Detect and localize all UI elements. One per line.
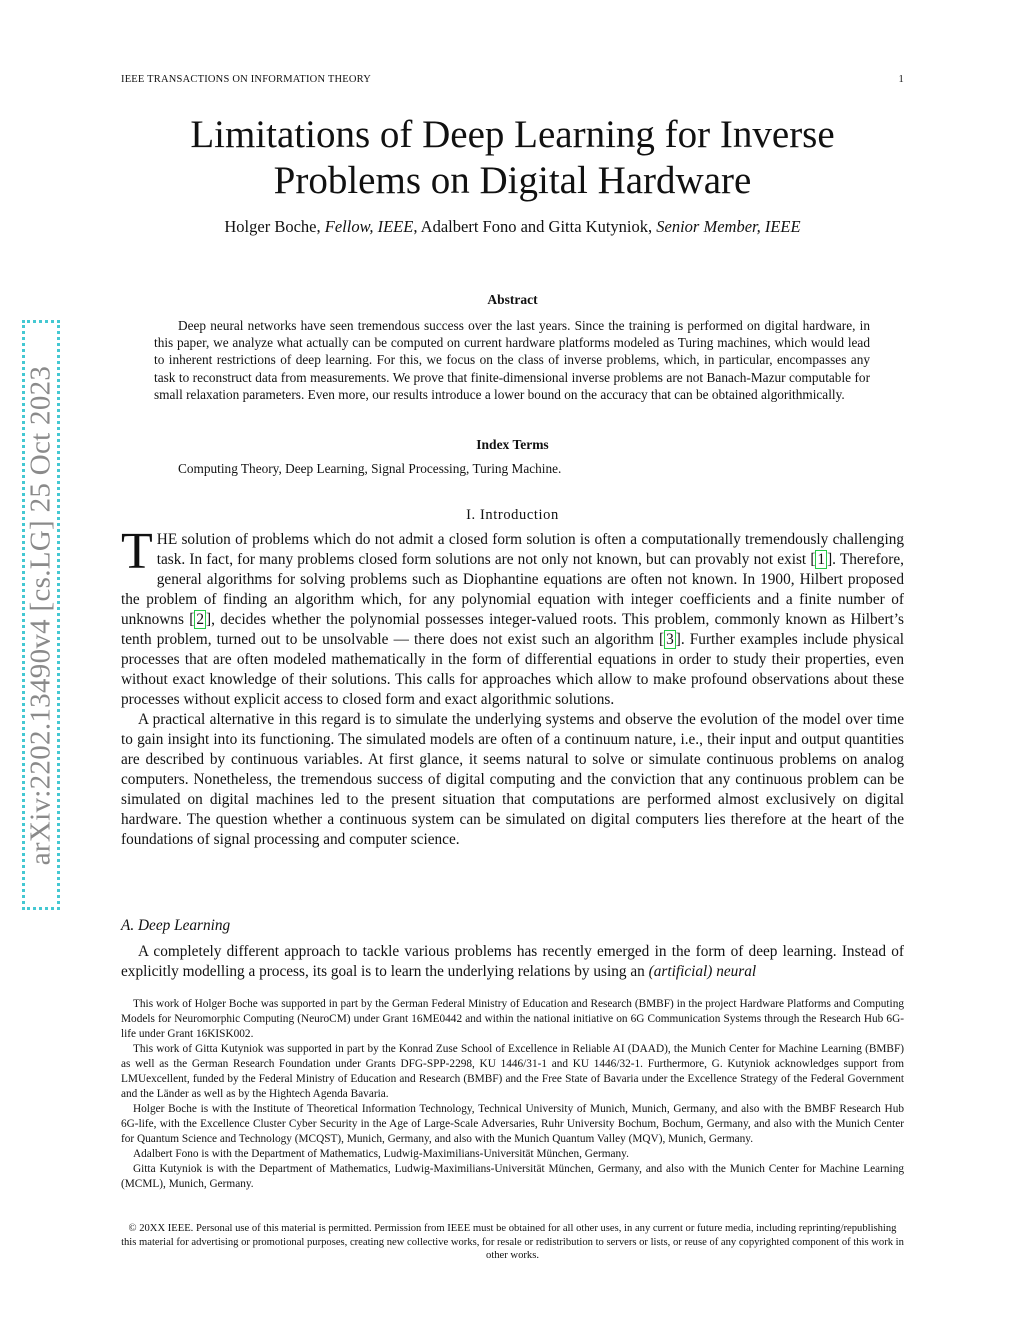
page-number: 1 [898, 74, 904, 85]
author-3-role: Senior Member, IEEE [656, 217, 801, 236]
footnote-funding-kutyniok: This work of Gitta Kutyniok was supported in part by the Konrad Zuse School of Excellence in Reliable AI (DAAD), the Munich Center for Machine Learning (BMBF) as well as the German Research Foundation under Grants DFG-SPP-2298, KU 1446/31-1 and KU 1446/32-1. Furthermore, G. Kutyniok acknowledges support from LMUexcellent, funded by the Federal Ministry of Education and Research (BMBF) and the Free State of Bavaria under the Excellence Strategy of the Federal Government and the Länder as well as by the Hightech Agenda Bavaria. [121, 1043, 904, 1100]
footnote-affiliation-kutyniok: Gitta Kutyniok is with the Department of Mathematics, Ludwig-Maximilians-Universität München, Germany, and also with the Munich Center for Machine Learning (MCML), Munich, Germany. [121, 1163, 904, 1190]
title-line-1: Limitations of Deep Learning for Inverse [190, 113, 835, 156]
author-list [121, 216, 904, 238]
intro-text-d: ]. Further examples include physical processes that are often modeled mathematically in the form of differential equations in order to study their properties, even without exact knowledge of their solutions. This calls for approaches which allow to make profound observations about these processes without explicit access to closed form and exact algorithmic solutions. [121, 631, 904, 708]
paper-title [121, 112, 904, 204]
abstract-heading: Abstract [487, 292, 538, 307]
section-heading-introduction: I. Introduction [466, 507, 559, 523]
author-1: Holger Boche, [224, 217, 325, 236]
subsection-heading-deep-learning: A. Deep Learning [121, 917, 231, 934]
deep-learning-emphasis: (artificial) neural [648, 963, 757, 980]
intro-text-b: ]. Therefore, general algorithms for solving problems such as Diophantine equations are often not known. In 1900, Hilbert proposed the problem of finding an algorithm which, for any polynomial equation with integer coefficients and a finite number of unknowns [ [121, 551, 904, 628]
intro-paragraph-2: A practical alternative in this regard is to simulate the underlying systems and observe the evolution of the model over time to gain insight into its functioning. The simulated models are often of a continuum nature, i.e., their input and output quantities are described by continuous variables. At first glance, it seems natural to solve or simulate continuous problems on analog computers. Nonetheless, the tremendous success of digital computing and the conviction that any continuous problem can be simulated on digital machines led to the present situation that computations are performed almost exclusively on digital hardware. The question whether a continuous system can be simulated on digital computers lies therefore at the heart of the foundations of signal processing and computer science. [121, 711, 904, 848]
deep-learning-text: A completely different approach to tackle various problems has recently emerged in the form of deep learning. Instead of explicitly modelling a process, its goal is to learn the underlying relations by using an [121, 943, 904, 980]
arxiv-sidebar [22, 320, 60, 910]
citation-link-3[interactable]: 3 [666, 631, 674, 648]
deep-learning-paragraph [121, 942, 904, 982]
index-terms-text: Computing Theory, Deep Learning, Signal Processing, Turing Machine. [178, 461, 562, 476]
footnote-affiliation-fono: Adalbert Fono is with the Department of Mathematics, Ludwig-Maximilians-Universität München, Germany. [133, 1148, 629, 1160]
intro-text-c: ], decides whether the polynomial possesses integer-valued roots. This problem, commonly known as Hilbert’s tenth problem, turned out to be unsolvable — there does not exist such an algorithm [ [121, 611, 904, 648]
running-header [121, 74, 904, 85]
citation-link-1[interactable]: 1 [817, 551, 826, 568]
citation-link-2[interactable]: 2 [196, 611, 204, 628]
author-1-role: Fellow, IEEE [324, 217, 414, 236]
copyright-notice: © 20XX IEEE. Personal use of this material is permitted. Permission from IEEE must be obtained for all other uses, in any current or future media, including reprinting/republishing this material for advertising or promotional purposes, creating new collective works, for resale or redistribution to servers or lists, or reuse of any copyrighted component of this work in other works. [121, 1223, 904, 1262]
footnote-funding-boche: This work of Holger Boche was supported in part by the German Federal Ministry of Education and Research (BMBF) in the project Hardware Platforms and Computing Models for Neuromorphic Computing (NeuroCM) under Grant 16ME0442 and within the national initiative on 6G Communication Systems through the Research Hub 6G-life under Grant 16KISK002. [121, 998, 904, 1040]
arxiv-identifier: arXiv:2202.13490v4 [cs.LG] 25 Oct 2023 [24, 365, 57, 865]
intro-paragraph-1 [121, 523, 904, 710]
index-terms-heading: Index Terms [476, 437, 549, 452]
drop-cap: T [121, 523, 153, 580]
introduction-body [121, 523, 904, 850]
abstract-text: Deep neural networks have seen tremendous success over the last years. Since the training is performed on digital hardware, in this paper, we analyze what actually can be computed on current hardware platforms modeled as Turing machines, which would lead to inherent restrictions of deep learning. For this, we focus on the class of inverse problems, which, in particular, encompasses any task to reconstruct data from measurements. We prove that finite-dimensional inverse problems are not Banach-Mazur computable for small relaxation parameters. Even more, our results introduce a lower bound on the accuracy that can be obtained algorithmically. [154, 318, 870, 402]
author-2-3: , Adalbert Fono and Gitta Kutyniok, [413, 217, 657, 236]
title-line-2: Problems on Digital Hardware [273, 159, 752, 202]
intro-text-a: HE solution of problems which do not admit a closed form solution is often a computationally tremendously challenging task. In fact, for many problems closed form solutions are not only not known, but can provably not exist [ [156, 531, 904, 568]
journal-name: IEEE TRANSACTIONS ON INFORMATION THEORY [121, 74, 372, 85]
footnotes [121, 997, 904, 1192]
footnote-affiliation-boche: Holger Boche is with the Institute of Theoretical Information Technology, Technical University of Munich, Munich, Germany, and also with the BMBF Research Hub 6G-life, with the Excellence Cluster Cyber Security in the Age of Large-Scale Adversaries, Ruhr University Bochum, Bochum, Germany, and also with the Munich Center for Quantum Science and Technology (MCQST), Munich, Germany, and also with the Munich Quantum Valley (MQV), Munich, Germany. [121, 1103, 904, 1145]
